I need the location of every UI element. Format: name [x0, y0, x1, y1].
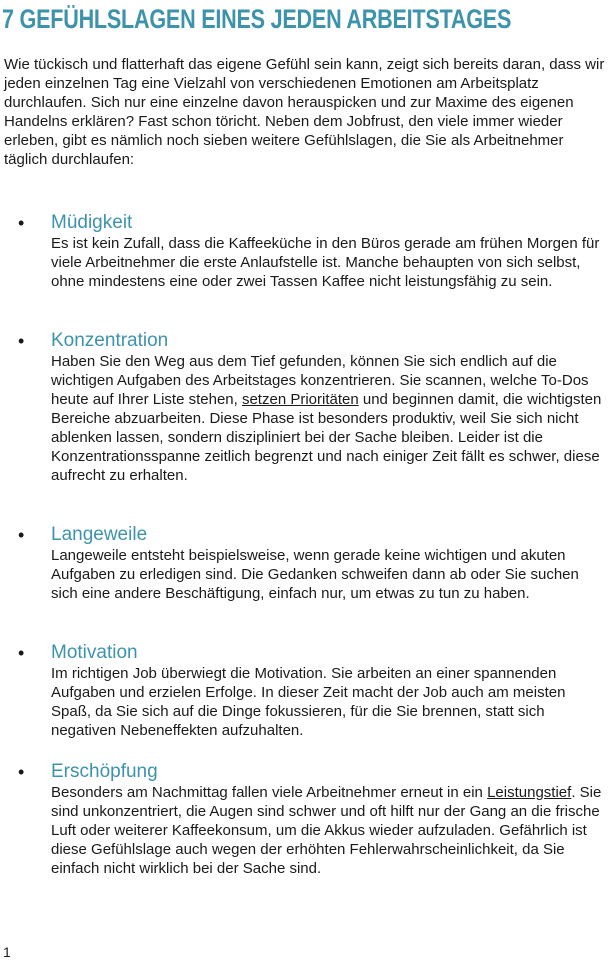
- text-part: . Sie sind unkonzentriert, die Augen sind schwer und oft hilft nur der Gang an die frische Luft oder weiterer Kaffeekonsum, um die Akkus wieder aufzuladen. Gefährlich ist diese Gefühlslage auch wegen der erhöhten Fehlerwahrscheinlichkeit, da Sie einfach nicht wirklich bei der Sache sind.: [51, 784, 602, 877]
- list-item-erschoepfung: [0, 760, 611, 878]
- item-title: Langeweile: [51, 524, 148, 545]
- item-title: Müdigkeit: [51, 212, 133, 233]
- list-item-muedigkeit: [0, 211, 611, 329]
- page-number: 1: [3, 944, 11, 960]
- list-item-motivation: [0, 641, 611, 760]
- item-text: [51, 352, 608, 485]
- link-leistungstief[interactable]: Leistungstief: [487, 784, 572, 801]
- item-text: Im richtigen Job überwiegt die Motivation. Sie arbeiten an einer spannenden Aufgaben und erzielen Erfolge. In dieser Zeit macht der Job auch am meisten Spaß, da Sie sich auf die Dinge fokussieren, für die Sie brennen, statt sich negativen Nebeneffekten aufzuhalten.: [51, 665, 566, 739]
- item-title: Erschöpfung: [51, 761, 158, 782]
- gefuehlslagen-list: [0, 211, 611, 878]
- bullet-icon: •: [18, 213, 25, 233]
- item-title: Konzentration: [51, 330, 169, 351]
- item-text: Langeweile entsteht beispielsweise, wenn gerade keine wichtigen und akuten Aufgaben zu erledigen sind. Die Gedanken schweifen dann ab oder Sie suchen sich eine andere Beschäftigung, einfach nur, um etwas zu tun zu haben.: [51, 547, 579, 602]
- list-item-langeweile: [0, 523, 611, 641]
- list-item-konzentration: [0, 329, 611, 523]
- text-part: Besonders am Nachmittag fallen viele Arbeitnehmer erneut in ein: [51, 784, 488, 801]
- text-part: und beginnen damit, die wichtigsten Bereiche abzuarbeiten. Diese Phase ist besonders produktiv, weil Sie sich nicht ablenken lassen, sondern diszipliniert bei der Sache bleiben. Leider ist die Konzentrationsspanne zeitlich begrenzt und nach einiger Zeit fällt es schwer, diese aufrecht zu erhalten.: [51, 391, 602, 484]
- text-part: Haben Sie den Weg aus dem Tief gefunden, können Sie sich endlich auf die wichtigen Aufgaben des Arbeitstages konzentrieren. Sie scannen, welche To-Dos heute auf Ihrer Liste stehen,: [51, 353, 589, 408]
- link-setzen-prioritaeten[interactable]: setzen Prioritäten: [241, 391, 359, 408]
- bullet-icon: •: [18, 762, 25, 782]
- bullet-icon: •: [18, 331, 25, 351]
- bullet-icon: •: [18, 643, 25, 663]
- intro-paragraph: Wie tückisch und flatterhaft das eigene Gefühl sein kann, zeigt sich bereits daran, dass wir jeden einzelnen Tag eine Vielzahl von verschiedenen Emotionen am Arbeitsplatz durchlaufen. Sich nur eine einzelne davon herauspicken und zur Maxime des eigenen Handelns erklären? Fast schon töricht. Neben dem Jobfrust, den viele immer wieder erleben, gibt es nämlich noch sieben weitere Gefühlslagen, die Sie als Arbeitnehmer täglich durchlaufen:: [4, 56, 605, 168]
- bullet-icon: •: [18, 525, 25, 545]
- item-text: Es ist kein Zufall, dass die Kaffeeküche in den Büros gerade am frühen Morgen für viele Arbeitnehmer die erste Anlaufstelle ist. Manche behaupten von sich selbst, ohne mindestens eine oder zwei Tassen Kaffee nicht leistungsfähig zu sein.: [51, 235, 600, 290]
- item-text: [51, 783, 608, 878]
- page-title: 7 GEFÜHLSLAGEN EINES JEDEN ARBEITSTAGES: [2, 4, 512, 34]
- item-title: Motivation: [51, 642, 138, 663]
